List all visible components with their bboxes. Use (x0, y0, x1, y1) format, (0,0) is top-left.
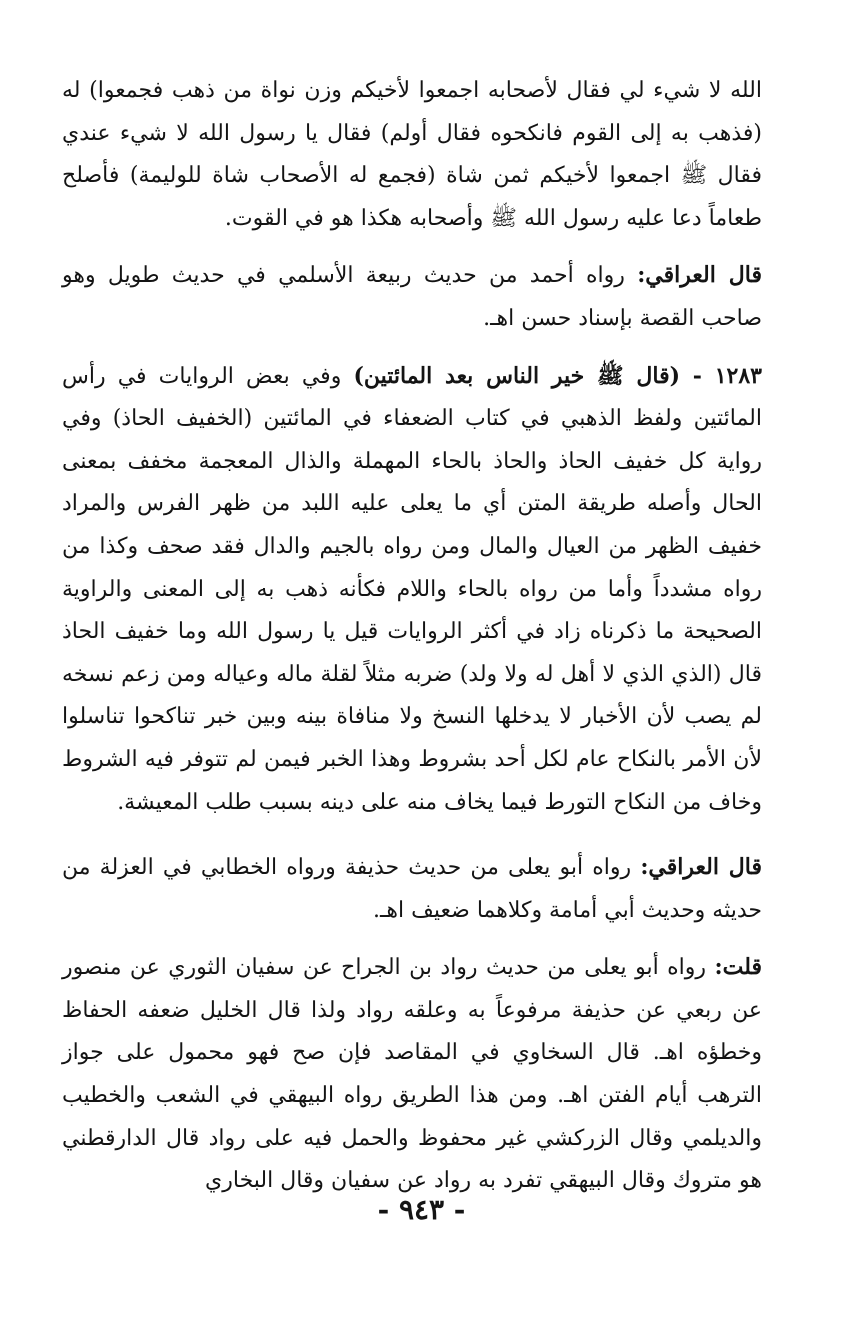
iraqi-attribution-label: قال العراقي: (637, 262, 762, 289)
paragraph-4 (62, 846, 762, 932)
paragraph-1-text: الله لا شيء لي فقال لأصحابه اجمعوا لأخيكم وزن نواة من ذهب فجمعوا) له (فذهب به إلى القوم فانكحوه فقال أولم) فقال يا رسول الله لا شيء عندي فقال ﷺ اجمعوا لأخيكم ثمن شاة (فجمع له الأصحاب شاة للوليمة) فأصلح طعاماً دعا عليه رسول الله ﷺ وأصحابه هكذا هو في القوت. (62, 78, 762, 231)
paragraph-4-text: رواه أبو يعلى من حديث حذيفة ورواه الخطابي في العزلة من حديثه وحديث أبي أمامة وكلاهما ضعيف اهـ. (62, 855, 762, 923)
page-number: - ٩٤٣ - (377, 1193, 466, 1226)
paragraph-3-text: وفي بعض الروايات في رأس المائتين ولفظ الذهبي في كتاب الضعفاء في المائتين (الخفيف الحاذ) وفي رواية كل خفيف الحاذ والحاذ بالحاء المهملة والذال المعجمة مخفف بمعنى الحال وأصله طريقة المتن أي ما يعلى عليه اللبد من ظهر الفرس والمراد خفيف الظهر من العيال والمال ومن رواه بالجيم والدال فقد صحف وكذا من رواه مشدداً وأما من رواه بالحاء واللام فكأنه ذهب به إلى المعنى والراوية الصحيحة ما ذكرناه زاد في أكثر الروايات قيل يا رسول الله وما خفيف الحاذ قال (الذي الذي لا أهل له ولا ولد) ضربه مثلاً لقلة ماله وعياله ومن زعم نسخه لم يصب لأن الأخبار لا يدخلها النسخ ولا منافاة بينه وبين خبر تناكحوا تناسلوا لأن الأمر بالنكاح عام لكل أحد بشروط وهذا الخبر فيمن لم تتوفر فيه الشروط وخاف من النكاح التورط فيما يخاف منه على دينه بسبب طلب المعيشة. (62, 363, 762, 815)
page-body (62, 70, 762, 1215)
paragraph-3 (62, 355, 762, 825)
iraqi-attribution-label-2: قال العراقي: (640, 854, 762, 881)
hadith-heading-1283: ١٢٨٣ - (قال ﷺ خير الناس بعد المائتين) (353, 362, 762, 389)
paragraph-1 (62, 70, 762, 240)
paragraph-2 (62, 254, 762, 340)
paragraph-2-text: رواه أحمد من حديث ربيعة الأسلمي في حديث طويل وهو صاحب القصة بإسناد حسن اهـ. (62, 263, 762, 331)
paragraph-5-text: رواه أبو يعلى من حديث رواد بن الجراح عن سفيان الثوري عن منصور عن ربعي عن حذيفة مرفوعاً به وعلقه رواد ولذا قال الخليل ضعفه الحفاظ وخطؤه اهـ. قال السخاوي في المقاصد فإن صح فهو محمول على جواز الترهب أيام الفتن اهـ. ومن هذا الطريق رواه البيهقي في الشعب والخطيب والديلمي وقال الزركشي غير محفوظ والحمل فيه على رواد قال الدارقطني هو متروك وقال البيهقي تفرد به رواد عن سفيان وقال البخاري (62, 955, 762, 1194)
author-note-label: قلت: (714, 954, 762, 981)
paragraph-5 (62, 946, 762, 1203)
